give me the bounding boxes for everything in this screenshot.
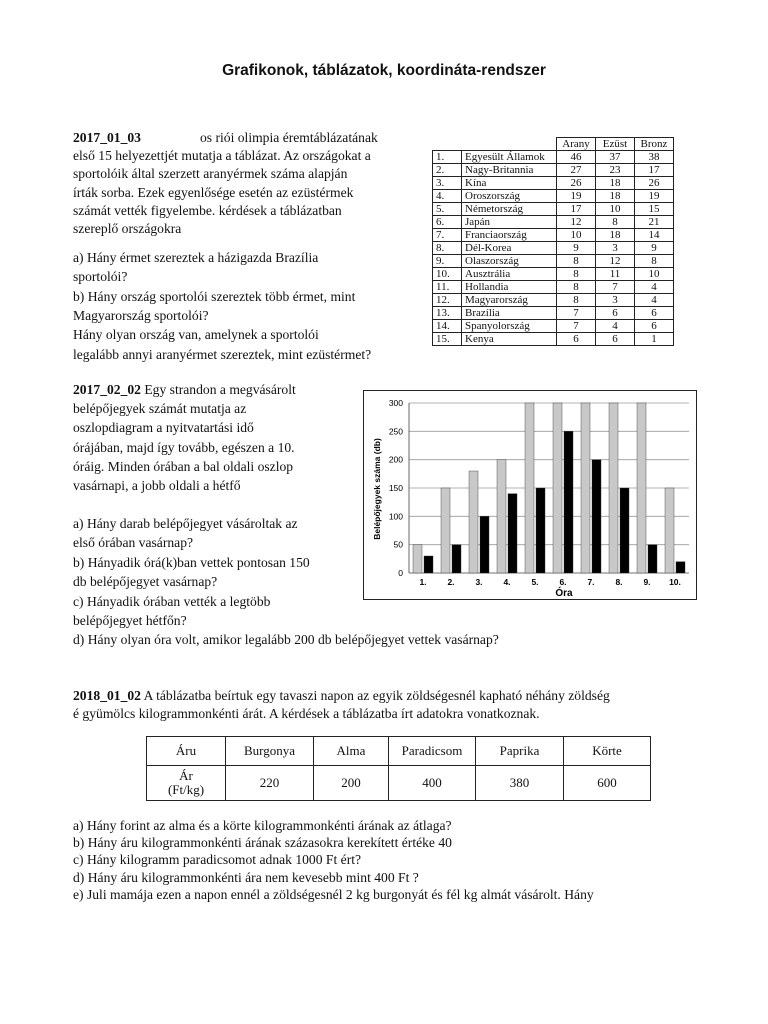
medal-table-cell-gold: 12 xyxy=(557,216,596,229)
medal-table-cell-country: Japán xyxy=(462,216,557,229)
medal-table-cell-gold: 8 xyxy=(557,294,596,307)
chart-y-tick-label: 200 xyxy=(388,454,403,465)
chart-bar-sunday xyxy=(637,403,646,573)
medal-table-cell-country: Ausztrália xyxy=(462,268,557,281)
medal-table-cell-bronze: 10 xyxy=(635,268,674,281)
chart-y-tick-label: 0 xyxy=(398,568,403,578)
task1-intro-line: os riói olimpia éremtáblázatának xyxy=(200,130,378,145)
chart-bar-monday xyxy=(536,488,545,573)
chart-bar-sunday xyxy=(609,403,618,573)
price-table-item: Alma xyxy=(314,737,389,766)
chart-bar-monday xyxy=(676,562,685,573)
medal-table-cell-bronze: 9 xyxy=(635,242,674,255)
medal-table-cell-rank: 15. xyxy=(433,333,462,346)
medal-table-cell-country: Oroszország xyxy=(462,190,557,203)
medal-table-corner xyxy=(433,138,557,151)
price-table-price: 400 xyxy=(389,766,476,801)
page-title: Grafikonok, táblázatok, koordináta-rendszer xyxy=(222,62,546,79)
price-table-price-label xyxy=(147,766,226,801)
medal-table-cell-country: Nagy-Britannia xyxy=(462,164,557,177)
task2-intro-line: oszlopdiagram a nyitvatartási idő xyxy=(73,420,254,436)
task2-id: 2017_02_02 xyxy=(73,382,141,397)
task2-question-line: c) Hányadik órában vették a legtöbb xyxy=(73,594,271,609)
medal-table-cell-bronze: 6 xyxy=(635,307,674,320)
task2-intro-line: óráig. Minden órában a bal oldali oszlop xyxy=(73,458,294,474)
medal-table-cell-rank: 9. xyxy=(433,255,462,268)
chart-y-tick-label: 300 xyxy=(388,398,403,408)
bar-chart xyxy=(363,390,697,600)
task2-intro-first: Egy strandon a megvásárolt xyxy=(144,382,296,397)
medal-table-header-cell: Bronz xyxy=(635,138,674,151)
medal-table-cell-country: Egyesült Államok xyxy=(462,151,557,164)
medal-table-cell-rank: 6. xyxy=(433,216,462,229)
task2-question-line: belépőjegyet hétfőn? xyxy=(73,613,187,628)
price-table-price: 200 xyxy=(314,766,389,801)
medal-table-cell-country: Németország xyxy=(462,203,557,216)
medal-table-row xyxy=(433,320,674,333)
price-table-wrapper xyxy=(146,736,651,801)
medal-table-row xyxy=(433,242,674,255)
task3-question-line: b) Hány áru kilogrammonkénti árának százasokra kerekített értéke 40 xyxy=(73,835,452,851)
medal-table-cell-rank: 14. xyxy=(433,320,462,333)
chart-y-tick-label: 250 xyxy=(388,426,403,437)
medal-table-cell-bronze: 8 xyxy=(635,255,674,268)
medal-table-row xyxy=(433,307,674,320)
medal-table-cell-gold: 8 xyxy=(557,268,596,281)
task2-question-line: d) Hány olyan óra volt, amikor legalább 200 db belépőjegyet vettek vasárnap? xyxy=(73,632,499,647)
medal-table-wrapper xyxy=(432,137,674,346)
task1-question-line: a) Hány érmet szereztek a házigazda Brazília xyxy=(73,250,319,265)
medal-table-cell-bronze: 38 xyxy=(635,151,674,164)
medal-table-cell-country: Olaszország xyxy=(462,255,557,268)
task1-intro-line: első 15 helyezettjét mutatja a táblázat. Az országokat a xyxy=(73,148,371,164)
price-table-price: 600 xyxy=(564,766,651,801)
chart-bar-monday xyxy=(592,460,601,573)
medal-table-header xyxy=(433,138,674,151)
task3-id: 2018_01_02 xyxy=(73,688,141,703)
medal-table-cell-silver: 23 xyxy=(596,164,635,177)
price-label-unit: (Ft/kg) xyxy=(167,782,205,797)
price-label-main: Ár xyxy=(179,768,193,783)
price-table-item: Paprika xyxy=(476,737,564,766)
task3-question-line: d) Hány áru kilogrammonkénti ára nem kevesebb mint 400 Ft ? xyxy=(73,869,419,885)
medal-table-cell-silver: 6 xyxy=(596,307,635,320)
task3-intro-first-line xyxy=(73,687,610,705)
medal-table-cell-bronze: 14 xyxy=(635,229,674,242)
medal-table-cell-rank: 2. xyxy=(433,164,462,177)
medal-table-cell-country: Brazília xyxy=(462,307,557,320)
medal-table-cell-bronze: 21 xyxy=(635,216,674,229)
medal-table-cell-gold: 27 xyxy=(557,164,596,177)
medal-table-row xyxy=(433,333,674,346)
medal-table-cell-silver: 12 xyxy=(596,255,635,268)
medal-table-cell-bronze: 19 xyxy=(635,190,674,203)
price-table-price: 220 xyxy=(226,766,314,801)
task1-question-line: Hány olyan ország van, amelynek a sportolói xyxy=(73,327,319,343)
chart-bar-monday xyxy=(480,516,489,573)
task1-id: 2017_01_03 xyxy=(73,130,141,145)
price-table-item: Burgonya xyxy=(226,737,314,766)
chart-bar-monday xyxy=(424,556,433,573)
task3-intro-first: A táblázatba beírtuk egy tavaszi napon az egyik zöldségesnél kapható néhány zöldség xyxy=(143,688,610,703)
medal-table-cell-bronze: 26 xyxy=(635,177,674,190)
chart-y-tick-label: 50 xyxy=(393,539,403,550)
chart-bar-sunday xyxy=(553,403,562,573)
medal-table-row xyxy=(433,255,674,268)
medal-table-cell-silver: 18 xyxy=(596,177,635,190)
task1-intro-line: számát vették figyelembe. kérdések a táblázatban xyxy=(73,202,342,218)
chart-bar-monday xyxy=(620,488,629,573)
chart-bar-sunday xyxy=(469,471,478,573)
medal-table-cell-silver: 37 xyxy=(596,151,635,164)
medal-table-cell-silver: 6 xyxy=(596,333,635,346)
task3-question-line: e) Juli mamája ezen a napon ennél a zöldségesnél 2 kg burgonyát és fél kg almát vásárolt. Hány xyxy=(73,886,594,902)
medal-table-cell-gold: 9 xyxy=(557,242,596,255)
task1-question-line: Magyarország sportolói? xyxy=(73,307,209,323)
medal-table-row xyxy=(433,268,674,281)
medal-table-cell-rank: 11. xyxy=(433,281,462,294)
medal-table-cell-gold: 17 xyxy=(557,203,596,216)
medal-table-cell-bronze: 4 xyxy=(635,281,674,294)
medal-table-cell-rank: 5. xyxy=(433,203,462,216)
medal-table-row xyxy=(433,216,674,229)
medal-table-cell-silver: 18 xyxy=(596,229,635,242)
chart-bar-monday xyxy=(564,431,573,573)
task3-question-line: a) Hány forint az alma és a körte kilogrammonkénti árának az átlaga? xyxy=(73,818,452,833)
chart-y-tick-label: 100 xyxy=(388,511,403,522)
medal-table-cell-silver: 8 xyxy=(596,216,635,229)
chart-bar-sunday xyxy=(497,460,506,573)
medal-table-cell-country: Hollandia xyxy=(462,281,557,294)
task2-question-line: db belépőjegyet vasárnap? xyxy=(73,574,218,589)
medal-table-cell-rank: 8. xyxy=(433,242,462,255)
medal-table-cell-silver: 3 xyxy=(596,294,635,307)
medal-table-cell-bronze: 4 xyxy=(635,294,674,307)
medal-table-row xyxy=(433,281,674,294)
medal-table-cell-silver: 18 xyxy=(596,190,635,203)
medal-table-cell-gold: 6 xyxy=(557,333,596,346)
task2-question-line: b) Hányadik órá(k)ban vettek pontosan 150 xyxy=(73,555,310,570)
medal-table-cell-silver: 4 xyxy=(596,320,635,333)
chart-bar-monday xyxy=(452,545,461,573)
medal-table-cell-country: Spanyolország xyxy=(462,320,557,333)
medal-table-header-cell: Arany xyxy=(557,138,596,151)
medal-table-cell-bronze: 1 xyxy=(635,333,674,346)
chart-x-tick-label: 5. xyxy=(531,577,539,587)
chart-x-tick-label: 2. xyxy=(447,577,455,587)
task2-intro-line: órájában, majd így tovább, egészen a 10. xyxy=(73,439,295,455)
price-table-item: Paradicsom xyxy=(389,737,476,766)
medal-table-row xyxy=(433,229,674,242)
task3-intro-second: é gyümölcs kilogrammonkénti árát. A kérdések a táblázatba írt adatokra vonatkoznak. xyxy=(73,706,540,721)
medal-table-cell-gold: 46 xyxy=(557,151,596,164)
chart-x-tick-label: 9. xyxy=(643,577,651,587)
medal-table-cell-rank: 1. xyxy=(433,151,462,164)
medal-table-cell-rank: 12. xyxy=(433,294,462,307)
medal-table-cell-silver: 10 xyxy=(596,203,635,216)
task2-intro-line: vasárnapi, a jobb oldali a hétfő xyxy=(73,478,241,494)
task2-question-line: a) Hány darab belépőjegyet vásároltak az xyxy=(73,516,298,531)
medal-table-row xyxy=(433,190,674,203)
medal-table-row xyxy=(433,177,674,190)
medal-table-cell-gold: 7 xyxy=(557,307,596,320)
chart-bar-sunday xyxy=(525,403,534,573)
chart-bar-sunday xyxy=(665,488,674,573)
chart-x-tick-label: 7. xyxy=(587,577,595,587)
chart-x-tick-label: 3. xyxy=(475,577,483,587)
chart-x-tick-label: 10. xyxy=(669,577,681,587)
task1-question-line: legalább annyi aranyérmet szereztek, mint ezüstérmet? xyxy=(73,346,372,362)
medal-table-cell-gold: 8 xyxy=(557,255,596,268)
task2-intro-first-line xyxy=(73,381,296,399)
price-table-row-prices xyxy=(147,766,651,801)
medal-table-row xyxy=(433,164,674,177)
medal-table-cell-rank: 10. xyxy=(433,268,462,281)
task1-intro-line: szereplő országokra xyxy=(73,221,182,236)
chart-x-label: Óra xyxy=(555,588,573,599)
medal-table-cell-rank: 7. xyxy=(433,229,462,242)
medal-table-cell-gold: 10 xyxy=(557,229,596,242)
medal-table-row xyxy=(433,294,674,307)
medal-table-cell-silver: 11 xyxy=(596,268,635,281)
medal-table-cell-bronze: 6 xyxy=(635,320,674,333)
task1-intro-line: sportolóik által szerzett aranyérmek száma alapján xyxy=(73,166,348,182)
chart-bar-sunday xyxy=(413,545,422,573)
medal-table-cell-rank: 13. xyxy=(433,307,462,320)
medal-table-cell-silver: 3 xyxy=(596,242,635,255)
price-table-item: Körte xyxy=(564,737,651,766)
chart-x-tick-label: 6. xyxy=(559,577,567,587)
medal-table-cell-gold: 8 xyxy=(557,281,596,294)
medal-table-cell-rank: 3. xyxy=(433,177,462,190)
medal-table-cell-bronze: 17 xyxy=(635,164,674,177)
chart-bar-monday xyxy=(648,545,657,573)
task2-intro-line: belépőjegyek számát mutatja az xyxy=(73,401,247,416)
medal-table-row xyxy=(433,151,674,164)
chart-bar-sunday xyxy=(441,488,450,573)
medal-table-cell-country: Magyarország xyxy=(462,294,557,307)
task2-question-line: első órában vasárnap? xyxy=(73,535,194,550)
chart-y-label: Belépőjegyek száma (db) xyxy=(372,438,382,540)
medal-table-cell-gold: 26 xyxy=(557,177,596,190)
chart-x-tick-label: 4. xyxy=(503,577,511,587)
price-table-item-label: Áru xyxy=(147,737,226,766)
price-table-price: 380 xyxy=(476,766,564,801)
task1-intro-line: írták sorba. Ezek egyenlősége esetén az ezüstérmek xyxy=(73,184,354,200)
chart-y-tick-label: 150 xyxy=(388,483,403,493)
medal-table-row xyxy=(433,203,674,216)
medal-table xyxy=(432,137,674,346)
task3-question-line: c) Hány kilogramm paradicsomot adnak 1000 Ft ért? xyxy=(73,852,362,868)
medal-table-cell-bronze: 15 xyxy=(635,203,674,216)
task1-question-line: b) Hány ország sportolói szereztek több érmet, mint xyxy=(73,288,356,304)
medal-table-cell-country: Dél-Korea xyxy=(462,242,557,255)
medal-table-cell-gold: 19 xyxy=(557,190,596,203)
price-table xyxy=(146,736,651,801)
chart-bar-monday xyxy=(508,494,517,573)
chart-bar-sunday xyxy=(581,403,590,573)
medal-table-cell-country: Franciaország xyxy=(462,229,557,242)
task1-question-line: sportolói? xyxy=(73,269,128,285)
chart-x-tick-label: 1. xyxy=(419,577,427,587)
medal-table-header-cell: Ezüst xyxy=(596,138,635,151)
medal-table-cell-gold: 7 xyxy=(557,320,596,333)
chart-x-tick-label: 8. xyxy=(615,577,623,587)
medal-table-cell-silver: 7 xyxy=(596,281,635,294)
medal-table-cell-country: Kína xyxy=(462,177,557,190)
price-table-row-items xyxy=(147,737,651,766)
medal-table-cell-country: Kenya xyxy=(462,333,557,346)
medal-table-cell-rank: 4. xyxy=(433,190,462,203)
